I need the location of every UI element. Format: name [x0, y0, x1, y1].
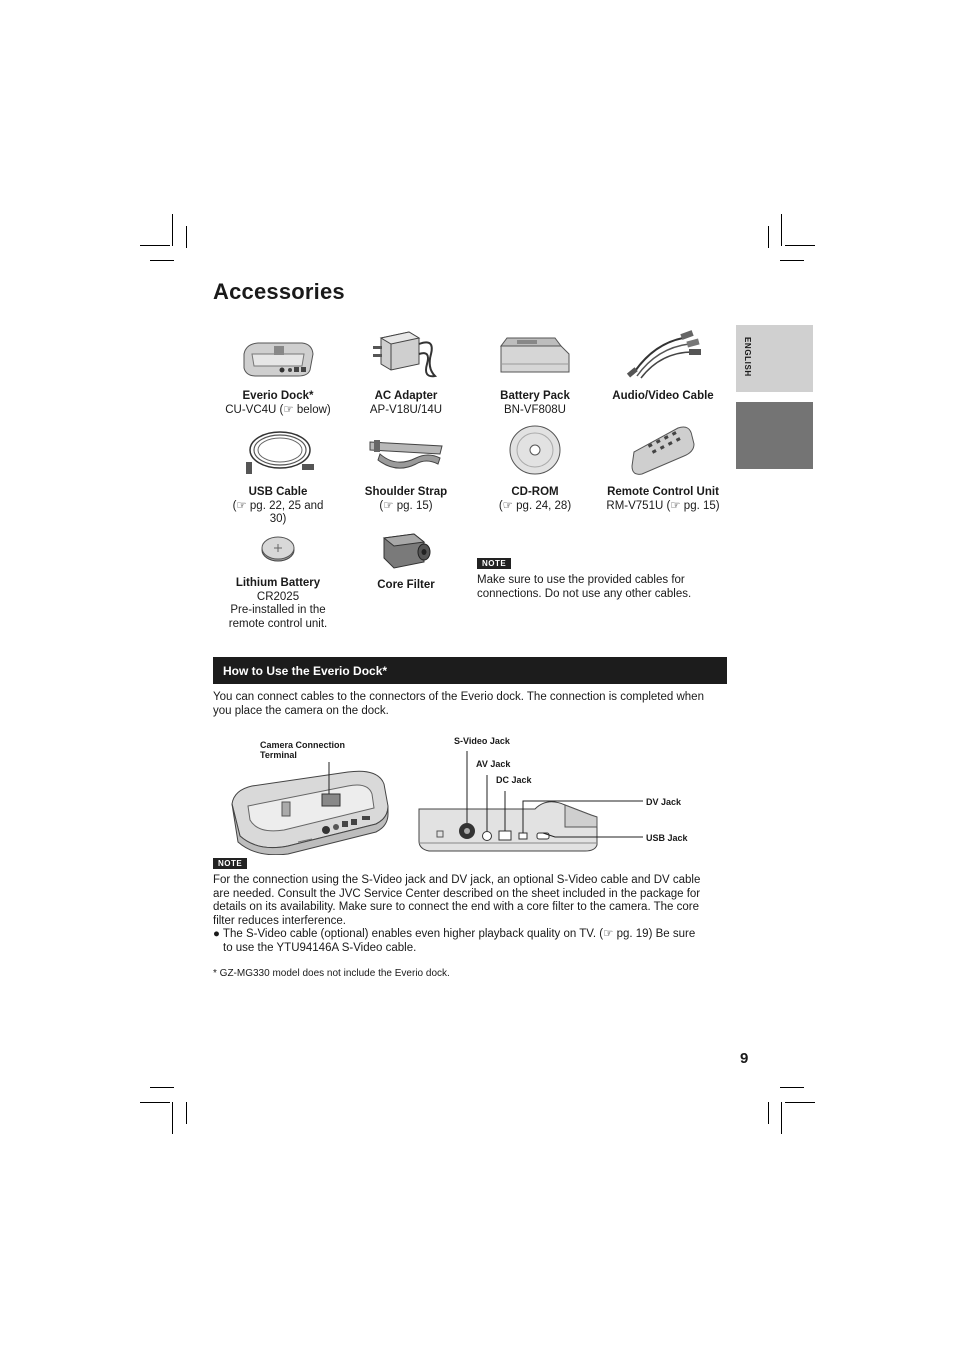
note-bullet-cont: to use the YTU94146A S-Video cable.: [223, 941, 417, 954]
camera-terminal-label-line2: Terminal: [260, 750, 297, 760]
dv-jack-label: DV Jack: [646, 797, 682, 807]
language-tab: [736, 325, 813, 392]
accessory-reference: (☞ pg. 24, 28): [498, 499, 572, 512]
accessory-name: CD-ROM: [511, 486, 559, 498]
shoulder-strap-icon: [366, 428, 446, 478]
note-paragraph: [213, 874, 729, 955]
section-heading: How to Use the Everio Dock*: [223, 664, 388, 678]
note-badge: NOTE: [477, 558, 511, 569]
accessory-reference: (☞ pg. 22, 25 and: [232, 499, 324, 512]
usb-cable-icon: [240, 424, 316, 480]
accessory-cd-rom: [471, 416, 599, 513]
remote-control-icon: [628, 422, 698, 478]
accessory-reference-cont: 30): [269, 513, 287, 525]
accessory-model: AP-V18U/14U: [369, 403, 443, 416]
accessory-ac-adapter: [342, 320, 470, 417]
accessory-name: Lithium Battery: [235, 577, 321, 589]
note-text: [477, 573, 691, 601]
dc-jack-label: DC Jack: [496, 775, 532, 785]
accessory-detail-cont: remote control unit.: [228, 617, 328, 630]
accessory-name: Battery Pack: [500, 390, 570, 402]
note-line: Make sure to use the provided cables for: [477, 574, 685, 586]
everio-dock-diagram: [228, 760, 393, 855]
camera-terminal-label: [260, 740, 345, 760]
accessory-model: CU-VC4U (☞ below): [225, 403, 331, 416]
intro-line: You can connect cables to the connectors of the Everio dock. The connection is completed when: [213, 691, 704, 703]
page-title: Accessories: [213, 279, 345, 304]
lithium-battery-icon: [258, 534, 298, 564]
footnote: * GZ-MG330 model does not include the Everio dock.: [213, 968, 450, 979]
accessory-name: Audio/Video Cable: [612, 390, 714, 402]
note-line: connections. Do not use any other cables.: [477, 588, 692, 600]
accessory-name: Shoulder Strap: [364, 486, 448, 498]
note-line: details on its availability. Make sure to connect the end with a core filter to the camera. The core: [213, 901, 700, 913]
accessory-av-cable: [599, 320, 727, 404]
note-line: filter reduces interference.: [213, 914, 346, 927]
accessory-model: CR2025: [256, 590, 300, 603]
note-line: are needed. Consult the JVC Service Center described on the sheet included in the package for: [213, 887, 701, 900]
accessory-detail: Pre-installed in the: [230, 604, 326, 616]
camera-terminal-label-line1: Camera Connection: [260, 740, 346, 750]
accessory-name: Core Filter: [377, 579, 435, 591]
note-badge: NOTE: [213, 858, 247, 869]
av-jack-label: AV Jack: [476, 759, 511, 769]
accessory-shoulder-strap: [342, 416, 470, 513]
accessory-battery-pack: [471, 320, 599, 417]
battery-pack-icon: [497, 334, 573, 378]
svideo-jack-label: S-Video Jack: [454, 736, 510, 746]
av-cable-icon: [623, 324, 703, 384]
accessory-everio-dock: [214, 320, 342, 417]
section-heading-bar: [213, 657, 727, 684]
language-tab-label: ENGLISH: [743, 337, 752, 377]
accessory-model: RM-V751U (☞ pg. 15): [606, 499, 720, 512]
accessory-reference: (☞ pg. 15): [379, 499, 433, 512]
note-line: For the connection using the S-Video jack and DV jack, an optional S-Video cable and DV cable: [213, 874, 701, 886]
everio-dock-icon: [238, 330, 318, 380]
accessory-name: USB Cable: [248, 486, 308, 498]
intro-line: you place the camera on the dock.: [213, 704, 389, 717]
accessory-core-filter: [342, 522, 470, 593]
intro-paragraph: [213, 691, 729, 718]
accessory-model: BN-VF808U: [504, 403, 566, 416]
ac-adapter-icon: [369, 324, 443, 384]
note-bullet: ● The S-Video cable (optional) enables even higher playback quality on TV. (☞ pg. 19) Be sure: [213, 928, 696, 940]
section-tab: [736, 402, 813, 469]
accessory-remote-control: [599, 416, 727, 513]
accessory-lithium-battery: [214, 522, 342, 631]
accessory-name: AC Adapter: [374, 390, 438, 402]
core-filter-icon: [378, 528, 434, 572]
accessory-name: Everio Dock*: [242, 390, 314, 402]
cd-rom-icon: [507, 422, 563, 478]
usb-jack-label: USB Jack: [646, 833, 688, 843]
page-number: 9: [740, 1050, 749, 1067]
accessory-name: Remote Control Unit: [607, 486, 719, 498]
accessory-usb-cable: [214, 416, 342, 527]
